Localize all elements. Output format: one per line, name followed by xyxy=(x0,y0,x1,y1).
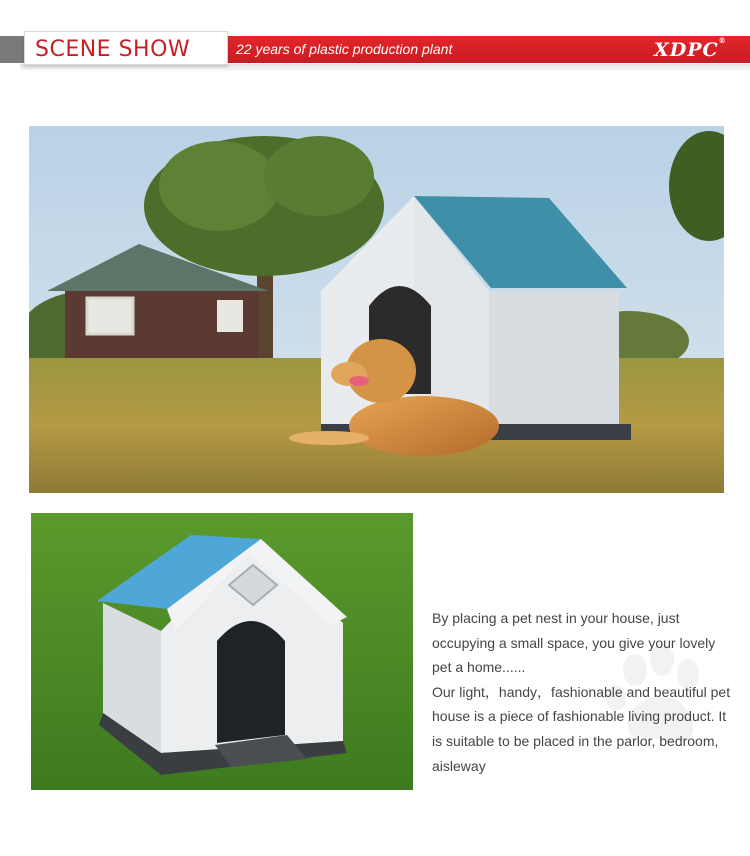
description-paragraph-1: By placing a pet nest in your house, just occupying a small space, you give your lovely pet a home...... xyxy=(432,610,716,676)
brand-logo xyxy=(654,35,727,61)
banner-shadow xyxy=(20,64,750,72)
product-photo-dog-house xyxy=(31,513,413,790)
header-banner xyxy=(0,0,750,90)
brand-text: XDPC xyxy=(654,39,719,61)
tagline: 22 years of plastic production plant xyxy=(236,41,453,57)
section-title-box xyxy=(24,31,228,65)
description-paragraph-2: Our light，handy，fashionable and beautiful pet house is a piece of fashionable living product. It is suitable to be placed in the parlor, bedroom, aisleway xyxy=(432,683,731,774)
brand-registered-mark: ® xyxy=(718,35,727,45)
product-description xyxy=(432,606,732,778)
section-title: SCENE SHOW xyxy=(35,37,191,62)
scene-photo-dog xyxy=(29,126,724,493)
